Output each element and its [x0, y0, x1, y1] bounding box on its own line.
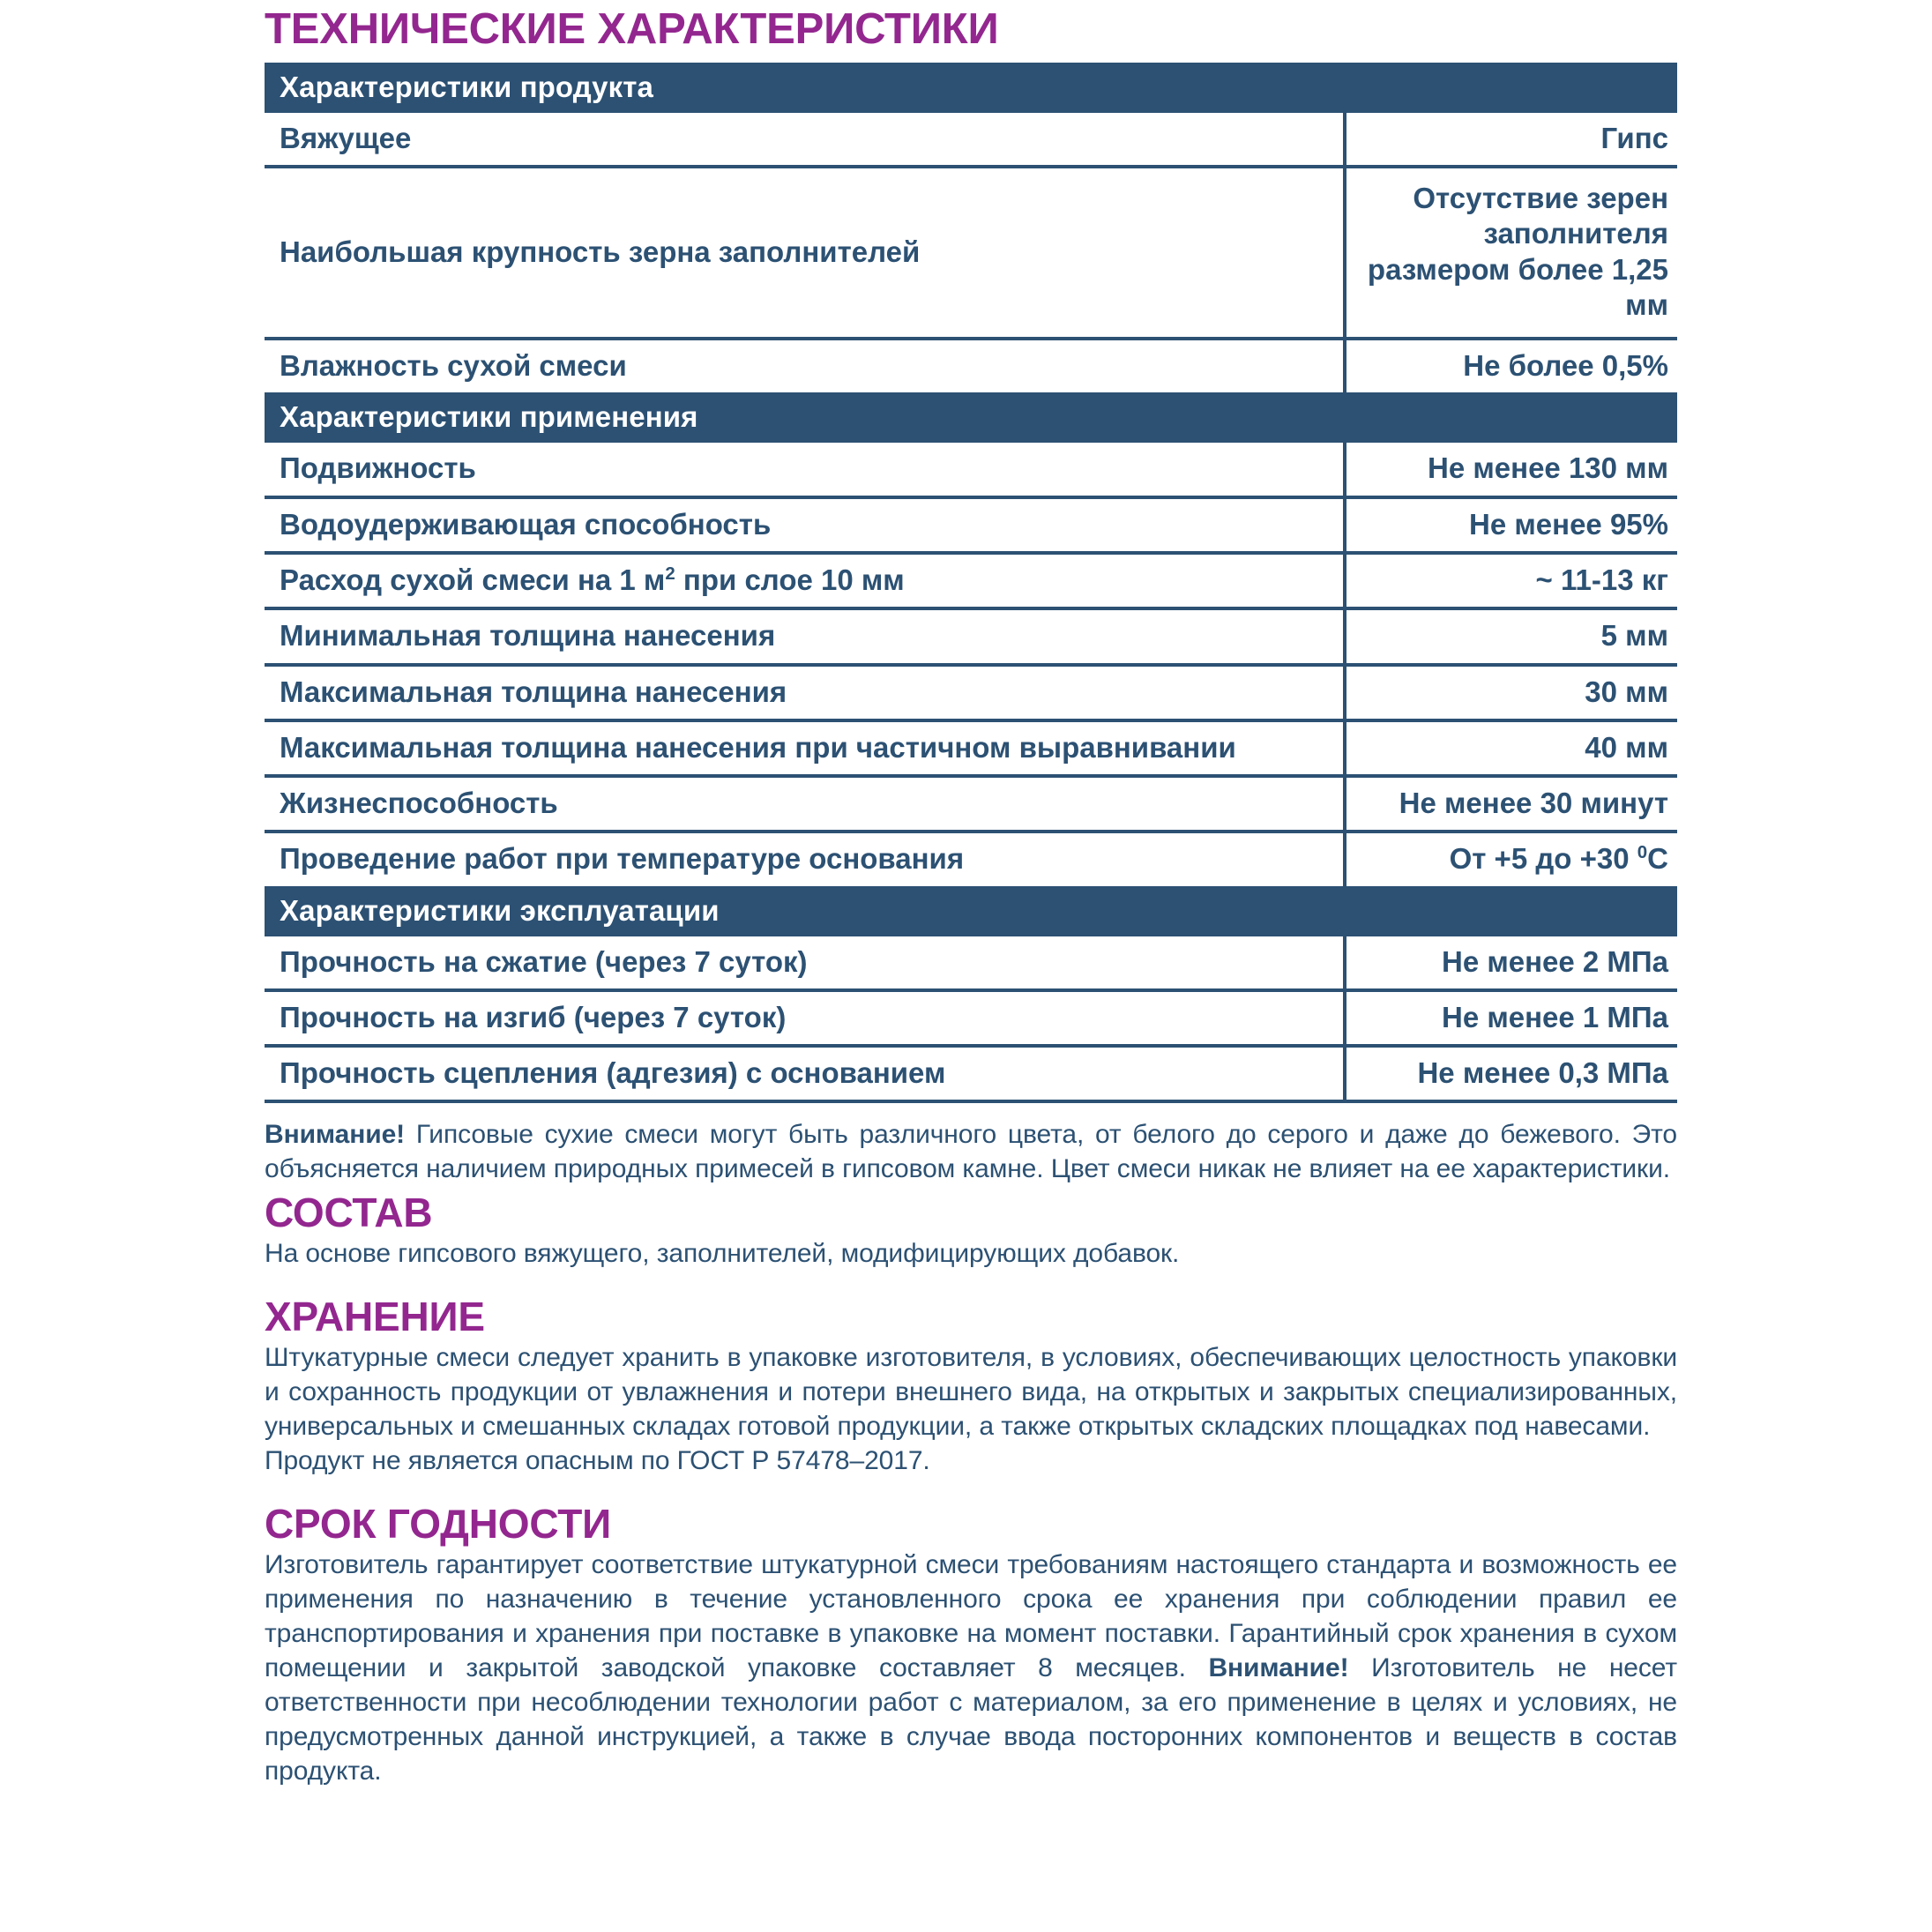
- spec-value: ~ 11-13 кг: [1345, 553, 1677, 608]
- spec-label: Прочность сцепления (адгезия) с основанием: [265, 1046, 1345, 1101]
- shelf-life-paragraph: [265, 1548, 1677, 1788]
- spec-label: Влажность сухой смеси: [265, 339, 1345, 392]
- attention-label: Внимание!: [1208, 1652, 1349, 1682]
- table-row: [265, 990, 1677, 1046]
- spec-label: Наибольшая крупность зерна заполнителей: [265, 167, 1345, 339]
- section-title-storage: ХРАНЕНИЕ: [265, 1294, 485, 1340]
- spec-value: 40 мм: [1345, 720, 1677, 776]
- section-band-application: [265, 392, 1677, 443]
- spec-value: Не менее 0,3 МПа: [1345, 1046, 1677, 1101]
- section-band-exploitation: [265, 886, 1677, 936]
- spec-label-text-pre: Расход сухой смеси на 1 м: [280, 563, 666, 596]
- table-row: [265, 339, 1677, 392]
- spec-value: Гипс: [1345, 113, 1677, 167]
- section-band-product: [265, 63, 1677, 113]
- spec-label: Вяжущее: [265, 113, 1345, 167]
- table-row: [265, 776, 1677, 832]
- spec-value: [1345, 832, 1677, 885]
- spec-value: Не менее 130 мм: [1345, 443, 1677, 496]
- spec-value-text-pre: От +5 до +30: [1449, 842, 1637, 876]
- table-row: [265, 720, 1677, 776]
- spec-label: Подвижность: [265, 443, 1345, 496]
- spec-label: Прочность на сжатие (через 7 суток): [265, 936, 1345, 990]
- spacer: [265, 1478, 1677, 1497]
- table-row: [265, 497, 1677, 553]
- table-row: [265, 665, 1677, 720]
- table-row: [265, 608, 1677, 664]
- technical-specifications-table: [265, 63, 1677, 1103]
- spec-value-text-post: С: [1647, 842, 1668, 876]
- shelf-life-part-two: Изготовитель не несет ответственности при несоблюдении технологии работ с материалом, за его применение в целях и условиях, не предусмотренных данной инструкцией, а также в случае ввода посторонних компонентов и веществ в состав продукта.: [265, 1652, 1677, 1786]
- attention-body: Гипсовые сухие смеси могут быть различного цвета, от белого до серого и даже до бежевого. Это объясняется наличием природных примесей в гипсовом камне. Цвет смеси никак не влияет на ее характеристики.: [265, 1120, 1677, 1184]
- spec-label: Проведение работ при температуре основания: [265, 832, 1345, 885]
- spec-label: Прочность на изгиб (через 7 суток): [265, 990, 1345, 1046]
- table-row: [265, 167, 1677, 339]
- section-band-label: Характеристики эксплуатации: [265, 886, 1677, 936]
- attention-label: Внимание!: [265, 1120, 406, 1150]
- spec-value: Не менее 1 МПа: [1345, 990, 1677, 1046]
- table-row: [265, 113, 1677, 167]
- section-title-composition: СОСТАВ: [265, 1190, 433, 1236]
- spec-value: Не менее 2 МПа: [1345, 936, 1677, 990]
- storage-paragraph: Штукатурные смеси следует хранить в упаковке изготовителя, в условиях, обеспечивающих целостность упаковки и сохранность продукции от увлажнения и потери внешнего вида, на открытых и закрытых специализированных, универсальных и смешанных складах готовой продукции, а также открытых складских площадках под навесами.: [265, 1342, 1677, 1441]
- section-band-label: Характеристики продукта: [265, 63, 1677, 113]
- spec-value: 30 мм: [1345, 665, 1677, 720]
- spec-label: Максимальная толщина нанесения при частичном выравнивании: [265, 720, 1345, 776]
- section-band-label: Характеристики применения: [265, 392, 1677, 443]
- table-row: [265, 832, 1677, 885]
- attention-note: [265, 1103, 1677, 1186]
- spec-value: Не менее 30 минут: [1345, 776, 1677, 832]
- section-title-shelf-life: СРОК ГОДНОСТИ: [265, 1500, 611, 1547]
- spec-value: Не более 0,5%: [1463, 349, 1668, 383]
- table-row: [265, 553, 1677, 608]
- spacer: [265, 1271, 1677, 1290]
- table-row: [265, 936, 1677, 990]
- composition-text: На основе гипсового вяжущего, заполнителей, модифицирующих добавок.: [265, 1239, 1180, 1269]
- page-title-technical-specs: ТЕХНИЧЕСКИЕ ХАРАКТЕРИСТИКИ: [265, 5, 999, 53]
- spec-label-text-post: при слое 10 мм: [675, 563, 905, 596]
- table-row: [265, 443, 1677, 496]
- spec-label: Жизнеспособность: [265, 776, 1345, 832]
- spec-value: Отсутствие зерен заполнителя размером более 1,25 мм: [1345, 167, 1677, 339]
- superscript-degree: 0: [1637, 842, 1648, 863]
- table-row: [265, 1046, 1677, 1101]
- spec-label: Водоудерживающая способность: [265, 497, 1345, 553]
- spec-value: 5 мм: [1345, 608, 1677, 664]
- spec-label: Минимальная толщина нанесения: [265, 608, 1345, 664]
- spec-label: Максимальная толщина нанесения: [265, 665, 1345, 720]
- spec-value: Не менее 95%: [1345, 497, 1677, 553]
- storage-gost-line: Продукт не является опасным по ГОСТ Р 57478–2017.: [265, 1445, 930, 1475]
- superscript-square: 2: [665, 563, 675, 584]
- shelf-life-part-one: Изготовитель гарантирует соответствие штукатурной смеси требованиям настоящего стандарта и возможность ее применения по назначению в течение установленного срока ее хранения при соблюдении правил ее транспортирования и хранения при поставке в упаковке на момент поставки. Гарантийный срок хранения в сухом помещении и закрытой заводской упаковке составляет 8 месяцев.: [265, 1549, 1677, 1682]
- spec-label: [265, 553, 1345, 608]
